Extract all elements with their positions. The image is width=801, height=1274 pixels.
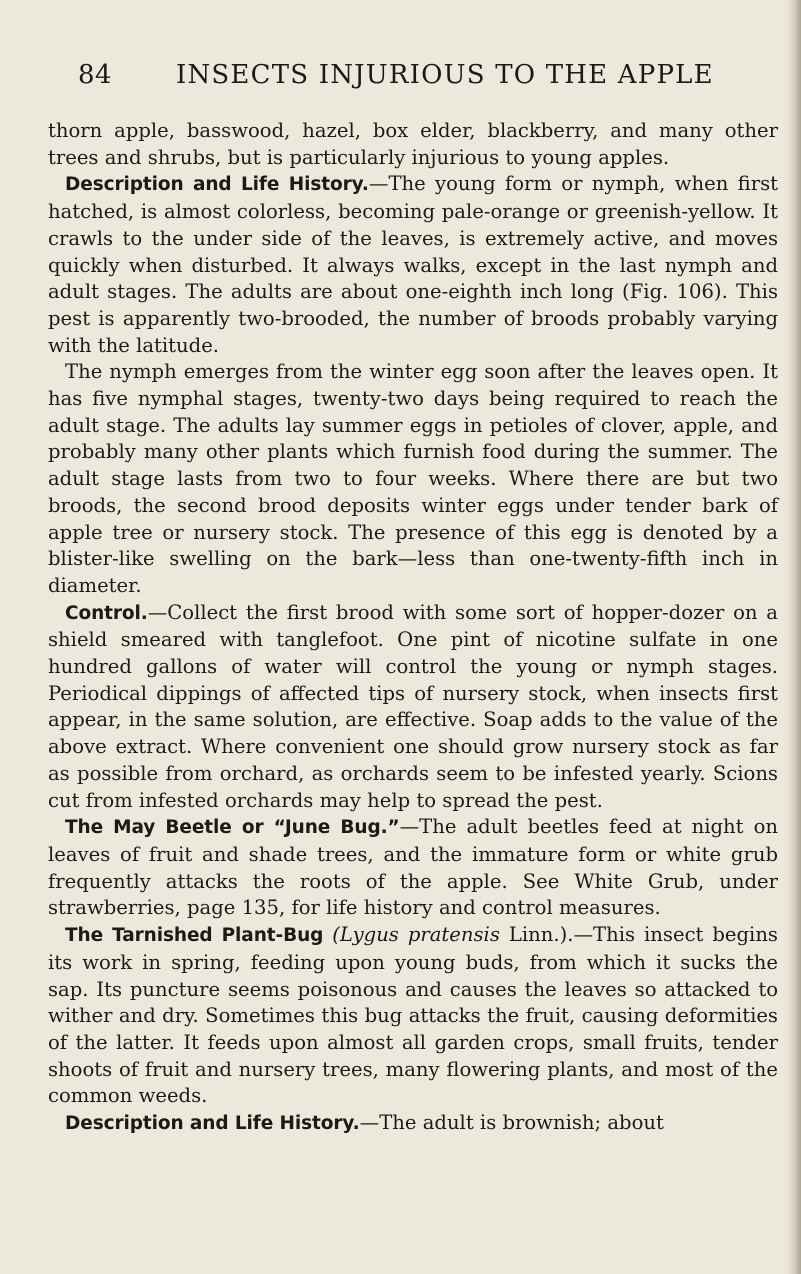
paragraph-text: Linn.).—This insect begins its work in spring, feeding upon young buds, from which it sucks the sap. Its puncture seems poisonous and causes the leaves so attacked to wither and dry. Sometimes this bug attacks the fruit, causing deformities of the latter. It feeds upon almost all garden crops, small fruits, tender shoots of fruit and nursery trees, many flowering plants, and most of the common weeds. [48,923,778,1108]
run-in-heading: Description and Life History. [65,1113,360,1135]
paragraph-text: —The young form or nymph, when first hatched, is almost colorless, becoming pale-orange or greenish-yellow. It crawls to the under side of the leaves, is extremely active, and moves quickly when disturbed. It always walks, except in the last nymph and adult stages. The adults are about one-eighth inch long (Fig. 106). This pest is apparently two-brooded, the number of broods probably varying with the latitude. [48,172,778,357]
run-in-heading: The May Beetle or “June Bug.” [65,817,400,839]
run-in-heading: The Tarnished Plant-Bug [65,925,324,947]
page-header [78,60,768,100]
running-head: INSECTS INJURIOUS TO THE APPLE [176,60,714,90]
paragraph-may-beetle [48,814,778,922]
page-edge-shadow [787,0,801,1274]
paragraph-text: —Collect the first brood with some sort of hopper-dozer on a shield smeared with tanglefoot. One pint of nicotine sulfate in one hundred gallons of water will control the young or nymph stages. Periodical dippings of affected tips of nursery stock, when insects first appear, in the same solution, are effective. Soap adds to the value of the above extract. Where convenient one should grow nursery stock as far as possible from orchard, as orchards seem to be infested yearly. Scions cut from infested orchards may help to spread the pest. [48,600,778,812]
paragraph-hosts [48,118,778,171]
body-text [48,118,778,1138]
paragraph-nymph-life-cycle [48,359,778,599]
paragraph-tarnished-plant-bug [48,922,778,1110]
scientific-name: (Lygus pratensis [332,923,500,947]
paragraph-text: thorn apple, basswood, hazel, box elder, blackberry, and many other trees and shrubs, but is particularly injurious to young apples. [48,119,778,169]
paragraph-description-history [48,171,778,359]
paragraph-text: The nymph emerges from the winter egg soon after the leaves open. It has five nymphal stages, twenty-two days being required to reach the adult stage. The adults lay summer eggs in petioles of clover, apple, and probably many other plants which furnish food during the summer. The adult stage lasts from two to four weeks. Where there are but two broods, the second brood deposits winter eggs under tender bark of apple tree or nursery stock. The presence of this egg is denoted by a blister-like swelling on the bark—less than one-twenty-fifth inch in diameter. [48,360,778,597]
paragraph-text: —The adult is brownish; about [359,1111,664,1135]
paragraph-text: —The adult beetles feed at night on leaves of fruit and shade trees, and the immature form or white grub frequently attacks the roots of the apple. See White Grub, under strawberries, page 135, for life history and control measures. [48,815,778,920]
run-in-heading: Control. [65,602,148,624]
paragraph-control [48,600,778,815]
page-number: 84 [78,60,113,90]
run-in-heading: Description and Life History. [65,174,369,196]
paragraph-description-history-2 [48,1110,778,1138]
